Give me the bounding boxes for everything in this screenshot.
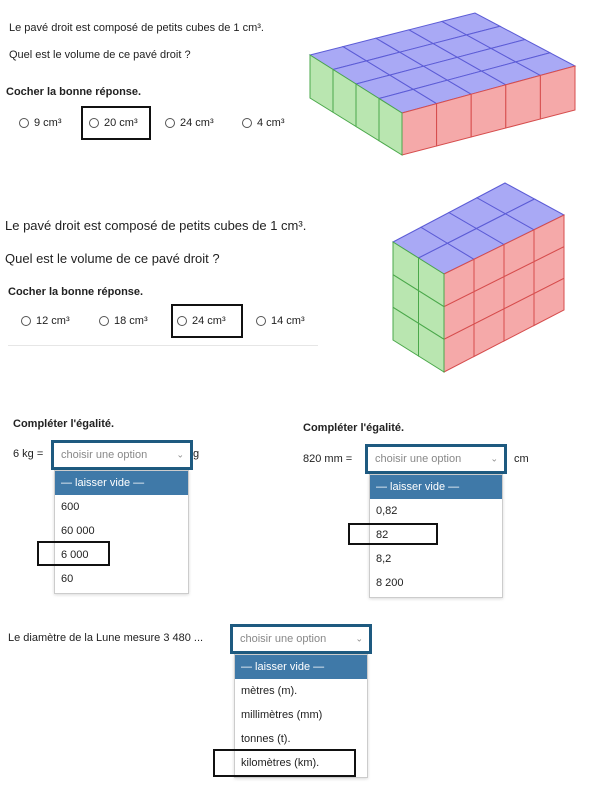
dropdown-option[interactable]: 60 000 (61, 525, 95, 537)
dropdown-option[interactable]: 82 (376, 529, 389, 541)
option-label: 20 cm³ (104, 117, 138, 129)
q3-suffix: g (193, 448, 200, 460)
dropdown-option[interactable]: kilomètres (km). (241, 757, 320, 769)
dropdown-option[interactable]: 8 200 (376, 577, 404, 589)
q4-answer-highlight (348, 523, 438, 545)
q3-answer-highlight (37, 541, 110, 566)
option-label: 18 cm³ (114, 315, 148, 327)
q2-instruction: Cocher la bonne réponse. (8, 286, 144, 298)
q5-select[interactable] (230, 624, 372, 654)
q4-heading: Compléter l'égalité. (303, 422, 405, 434)
chevron-down-icon: ⌄ (490, 453, 498, 464)
select-placeholder: choisir une option (375, 453, 462, 465)
dropdown-option[interactable]: 6 000 (61, 549, 89, 561)
option-label: 24 cm³ (180, 117, 214, 129)
dropdown-option[interactable]: — laisser vide — (55, 471, 188, 495)
q1-line1: Le pavé droit est composé de petits cubes de 1 cm³. (9, 22, 264, 34)
dropdown-option[interactable]: mètres (m). (241, 685, 298, 697)
dropdown-option[interactable]: 0,82 (376, 505, 398, 517)
q4-prefix: 820 mm = (303, 453, 353, 465)
option-label: 14 cm³ (271, 315, 305, 327)
option-label: 9 cm³ (34, 117, 62, 129)
q5-prefix: Le diamètre de la Lune mesure 3 480 ... (8, 632, 204, 644)
chevron-down-icon: ⌄ (176, 449, 184, 460)
q4-select[interactable] (365, 444, 507, 474)
dropdown-option[interactable]: — laisser vide — (235, 655, 367, 679)
q3-heading: Compléter l'égalité. (13, 418, 115, 430)
dropdown-option[interactable]: tonnes (t). (241, 733, 291, 745)
dropdown-option[interactable]: 600 (61, 501, 80, 513)
q3-dropdown-list (54, 470, 189, 594)
q3-select[interactable] (51, 440, 193, 470)
option-label: 24 cm³ (192, 315, 226, 327)
option-label: 12 cm³ (36, 315, 70, 327)
q3-prefix: 6 kg = (13, 448, 44, 460)
chevron-down-icon: ⌄ (355, 633, 363, 644)
q1-instruction: Cocher la bonne réponse. (6, 86, 142, 98)
dropdown-option[interactable]: 8,2 (376, 553, 392, 565)
q1-line2: Quel est le volume de ce pavé droit ? (9, 49, 191, 61)
dropdown-option[interactable]: — laisser vide — (370, 475, 502, 499)
q2-line2: Quel est le volume de ce pavé droit ? (5, 251, 220, 266)
q2-line1: Le pavé droit est composé de petits cubes de 1 cm³. (5, 218, 307, 233)
select-placeholder: choisir une option (240, 633, 327, 645)
option-label: 4 cm³ (257, 117, 285, 129)
dropdown-option[interactable]: 60 (61, 573, 74, 585)
select-placeholder: choisir une option (61, 449, 148, 461)
dropdown-option[interactable]: millimètres (mm) (241, 709, 323, 721)
q5-answer-highlight (213, 749, 356, 777)
q4-suffix: cm (514, 453, 529, 465)
